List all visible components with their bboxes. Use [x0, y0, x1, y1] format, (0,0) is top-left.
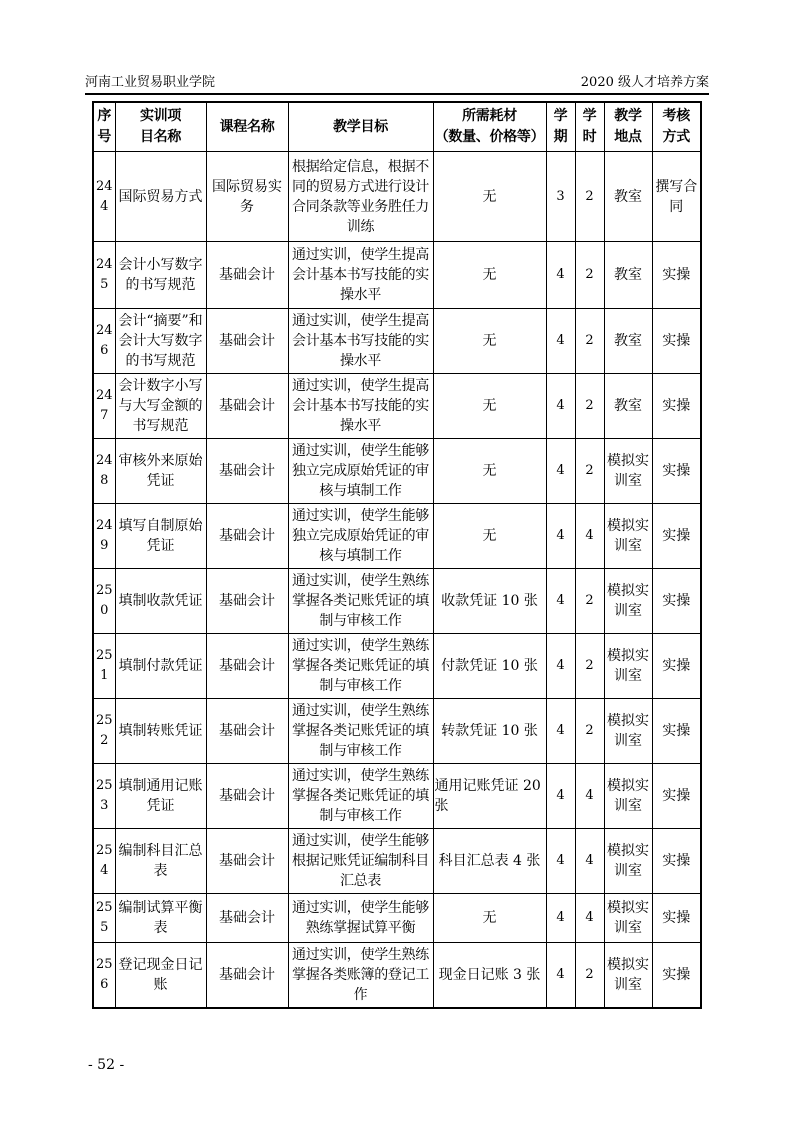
cell-consumables: 付款凭证 10 张 [433, 634, 546, 699]
cell-assessment: 实操 [652, 504, 701, 569]
cell-assessment: 实操 [652, 374, 701, 439]
cell-course-name: 基础会计 [206, 829, 288, 894]
cell-assessment: 实操 [652, 699, 701, 764]
cell-serial-number: 253 [93, 764, 115, 829]
col-header-line: 课程名称 [219, 118, 275, 135]
cell-semester: 4 [546, 829, 575, 894]
table-row [93, 309, 701, 374]
cell-teaching-objective: 通过实训，使学生能够独立完成原始凭证的审核与填制工作 [288, 439, 433, 504]
col-header-line: 目名称 [139, 129, 182, 145]
cell-semester: 4 [546, 439, 575, 504]
cell-consumables: 无 [433, 504, 546, 569]
col-header-hours [575, 102, 604, 152]
cell-serial-number: 252 [93, 699, 115, 764]
table-row [93, 569, 701, 634]
cell-hours: 4 [575, 829, 604, 894]
table-row [93, 829, 701, 894]
cell-teaching-objective: 通过实训，使学生提高会计基本书写技能的实操水平 [288, 242, 433, 309]
cell-course-name: 基础会计 [206, 309, 288, 374]
cell-location: 模拟实训室 [604, 504, 652, 569]
cell-project-name: 编制科目汇总表 [115, 829, 206, 894]
cell-project-name: 会计小写数字的书写规范 [115, 242, 206, 309]
col-header-serial-number [93, 102, 115, 152]
cell-teaching-objective: 通过实训，使学生熟练掌握各类记账凭证的填制与审核工作 [288, 764, 433, 829]
cell-project-name: 编制试算平衡表 [115, 894, 206, 943]
cell-project-name: 会计“摘要”和会计大写数字的书写规范 [115, 309, 206, 374]
cell-assessment: 实操 [652, 943, 701, 1009]
cell-consumables: 现金日记账 3 张 [433, 943, 546, 1009]
cell-teaching-objective: 通过实训，使学生熟练掌握各类记账凭证的填制与审核工作 [288, 569, 433, 634]
cell-consumables: 收款凭证 10 张 [433, 569, 546, 634]
cell-location: 模拟实训室 [604, 943, 652, 1009]
cell-assessment: 实操 [652, 309, 701, 374]
cell-serial-number: 248 [93, 439, 115, 504]
col-header-line: 时 [582, 129, 597, 145]
col-header-line: 序 [97, 108, 112, 124]
col-header-project-name [115, 102, 206, 152]
cell-semester: 4 [546, 309, 575, 374]
col-header-line: 所需耗材 [462, 108, 517, 124]
col-header-teaching-objective [288, 102, 433, 152]
cell-course-name: 基础会计 [206, 764, 288, 829]
cell-consumables: 无 [433, 374, 546, 439]
cell-location: 教室 [604, 309, 652, 374]
cell-serial-number: 245 [93, 242, 115, 309]
cell-teaching-objective: 通过实训，使学生能够独立完成原始凭证的审核与填制工作 [288, 504, 433, 569]
cell-assessment: 实操 [652, 634, 701, 699]
col-header-course-name [206, 102, 288, 152]
cell-hours: 4 [575, 764, 604, 829]
cell-serial-number: 251 [93, 634, 115, 699]
cell-course-name: 基础会计 [206, 439, 288, 504]
cell-location: 模拟实训室 [604, 764, 652, 829]
cell-project-name: 国际贸易方式 [115, 152, 206, 242]
cell-assessment: 撰写合同 [652, 152, 701, 242]
cell-hours: 2 [575, 943, 604, 1009]
cell-location: 教室 [604, 374, 652, 439]
cell-project-name: 登记现金日记账 [115, 943, 206, 1009]
cell-hours: 4 [575, 894, 604, 943]
cell-serial-number: 256 [93, 943, 115, 1009]
cell-semester: 4 [546, 894, 575, 943]
cell-project-name: 填制转账凭证 [115, 699, 206, 764]
cell-serial-number: 255 [93, 894, 115, 943]
table-header-row [93, 102, 701, 152]
cell-assessment: 实操 [652, 829, 701, 894]
col-header-assessment [652, 102, 701, 152]
cell-hours: 2 [575, 634, 604, 699]
cell-hours: 2 [575, 699, 604, 764]
cell-course-name: 基础会计 [206, 894, 288, 943]
table-row [93, 152, 701, 242]
table-row [93, 504, 701, 569]
cell-course-name: 基础会计 [206, 569, 288, 634]
cell-serial-number: 244 [93, 152, 115, 242]
cell-semester: 4 [546, 504, 575, 569]
table-row [93, 699, 701, 764]
cell-hours: 2 [575, 374, 604, 439]
cell-assessment: 实操 [652, 242, 701, 309]
table-row [93, 943, 701, 1009]
col-header-line: 考核 [662, 108, 690, 124]
cell-course-name: 基础会计 [206, 634, 288, 699]
cell-hours: 2 [575, 439, 604, 504]
cell-project-name: 会计数字小写与大写金额的书写规范 [115, 374, 206, 439]
cell-course-name: 基础会计 [206, 504, 288, 569]
col-header-line: 学 [582, 108, 597, 124]
col-header-consumables [433, 102, 546, 152]
page-number: - 52 - [88, 1057, 125, 1073]
cell-project-name: 填制通用记账凭证 [115, 764, 206, 829]
col-header-line: 地点 [614, 129, 642, 145]
header-plan-title: 2020 级人才培养方案 [580, 75, 709, 90]
cell-semester: 4 [546, 634, 575, 699]
cell-teaching-objective: 通过实训，使学生能够熟练掌握试算平衡 [288, 894, 433, 943]
col-header-line: 教学目标 [333, 118, 388, 135]
table-row [93, 764, 701, 829]
cell-consumables: 无 [433, 439, 546, 504]
cell-semester: 4 [546, 699, 575, 764]
cell-consumables: 通用记账凭证 20 张 [433, 764, 546, 829]
cell-hours: 2 [575, 242, 604, 309]
cell-teaching-objective: 通过实训，使学生熟练掌握各类账簿的登记工作 [288, 943, 433, 1009]
cell-teaching-objective: 通过实训，使学生熟练掌握各类记账凭证的填制与审核工作 [288, 634, 433, 699]
cell-hours: 2 [575, 152, 604, 242]
cell-serial-number: 250 [93, 569, 115, 634]
col-header-line: 号 [97, 129, 112, 145]
cell-location: 模拟实训室 [604, 634, 652, 699]
cell-assessment: 实操 [652, 894, 701, 943]
cell-semester: 4 [546, 569, 575, 634]
cell-semester: 4 [546, 242, 575, 309]
cell-serial-number: 254 [93, 829, 115, 894]
cell-hours: 2 [575, 569, 604, 634]
cell-location: 模拟实训室 [604, 439, 652, 504]
cell-semester: 4 [546, 764, 575, 829]
cell-project-name: 填制付款凭证 [115, 634, 206, 699]
col-header-semester [546, 102, 575, 152]
cell-project-name: 审核外来原始凭证 [115, 439, 206, 504]
cell-serial-number: 249 [93, 504, 115, 569]
cell-assessment: 实操 [652, 439, 701, 504]
cell-location: 模拟实训室 [604, 699, 652, 764]
cell-project-name: 填写自制原始凭证 [115, 504, 206, 569]
col-header-line: 教学 [614, 108, 642, 124]
cell-semester: 4 [546, 943, 575, 1009]
cell-course-name: 基础会计 [206, 699, 288, 764]
cell-teaching-objective: 根据给定信息，根据不同的贸易方式进行设计合同条款等业务胜任力训练 [288, 152, 433, 242]
table-row [93, 439, 701, 504]
cell-assessment: 实操 [652, 569, 701, 634]
table-row [93, 634, 701, 699]
cell-consumables: 科目汇总表 4 张 [433, 829, 546, 894]
cell-location: 模拟实训室 [604, 829, 652, 894]
page-footer [85, 1057, 709, 1073]
cell-consumables: 无 [433, 894, 546, 943]
table-row [93, 894, 701, 943]
cell-teaching-objective: 通过实训，使学生能够根据记账凭证编制科目汇总表 [288, 829, 433, 894]
cell-location: 模拟实训室 [604, 894, 652, 943]
col-header-line: （数量、价格等） [434, 129, 545, 145]
cell-course-name: 基础会计 [206, 242, 288, 309]
cell-consumables: 无 [433, 152, 546, 242]
col-header-line: 实训项 [139, 108, 182, 124]
cell-consumables: 转款凭证 10 张 [433, 699, 546, 764]
table-row [93, 242, 701, 309]
col-header-line: 方式 [662, 129, 690, 145]
cell-semester: 3 [546, 152, 575, 242]
col-header-location [604, 102, 652, 152]
cell-teaching-objective: 通过实训，使学生提高会计基本书写技能的实操水平 [288, 374, 433, 439]
cell-serial-number: 246 [93, 309, 115, 374]
cell-serial-number: 247 [93, 374, 115, 439]
cell-consumables: 无 [433, 242, 546, 309]
header-school-name: 河南工业贸易职业学院 [85, 75, 216, 90]
cell-assessment: 实操 [652, 764, 701, 829]
col-header-line: 期 [553, 129, 568, 145]
cell-hours: 2 [575, 309, 604, 374]
cell-teaching-objective: 通过实训，使学生提高会计基本书写技能的实操水平 [288, 309, 433, 374]
cell-course-name: 基础会计 [206, 943, 288, 1009]
cell-project-name: 填制收款凭证 [115, 569, 206, 634]
col-header-line: 学 [553, 108, 568, 124]
cell-hours: 4 [575, 504, 604, 569]
cell-course-name: 基础会计 [206, 374, 288, 439]
table-row [93, 374, 701, 439]
training-projects-table [92, 101, 702, 1009]
cell-consumables: 无 [433, 309, 546, 374]
cell-location: 教室 [604, 242, 652, 309]
page-header [85, 75, 709, 95]
cell-location: 教室 [604, 152, 652, 242]
cell-course-name: 国际贸易实务 [206, 152, 288, 242]
cell-location: 模拟实训室 [604, 569, 652, 634]
cell-semester: 4 [546, 374, 575, 439]
cell-teaching-objective: 通过实训，使学生熟练掌握各类记账凭证的填制与审核工作 [288, 699, 433, 764]
